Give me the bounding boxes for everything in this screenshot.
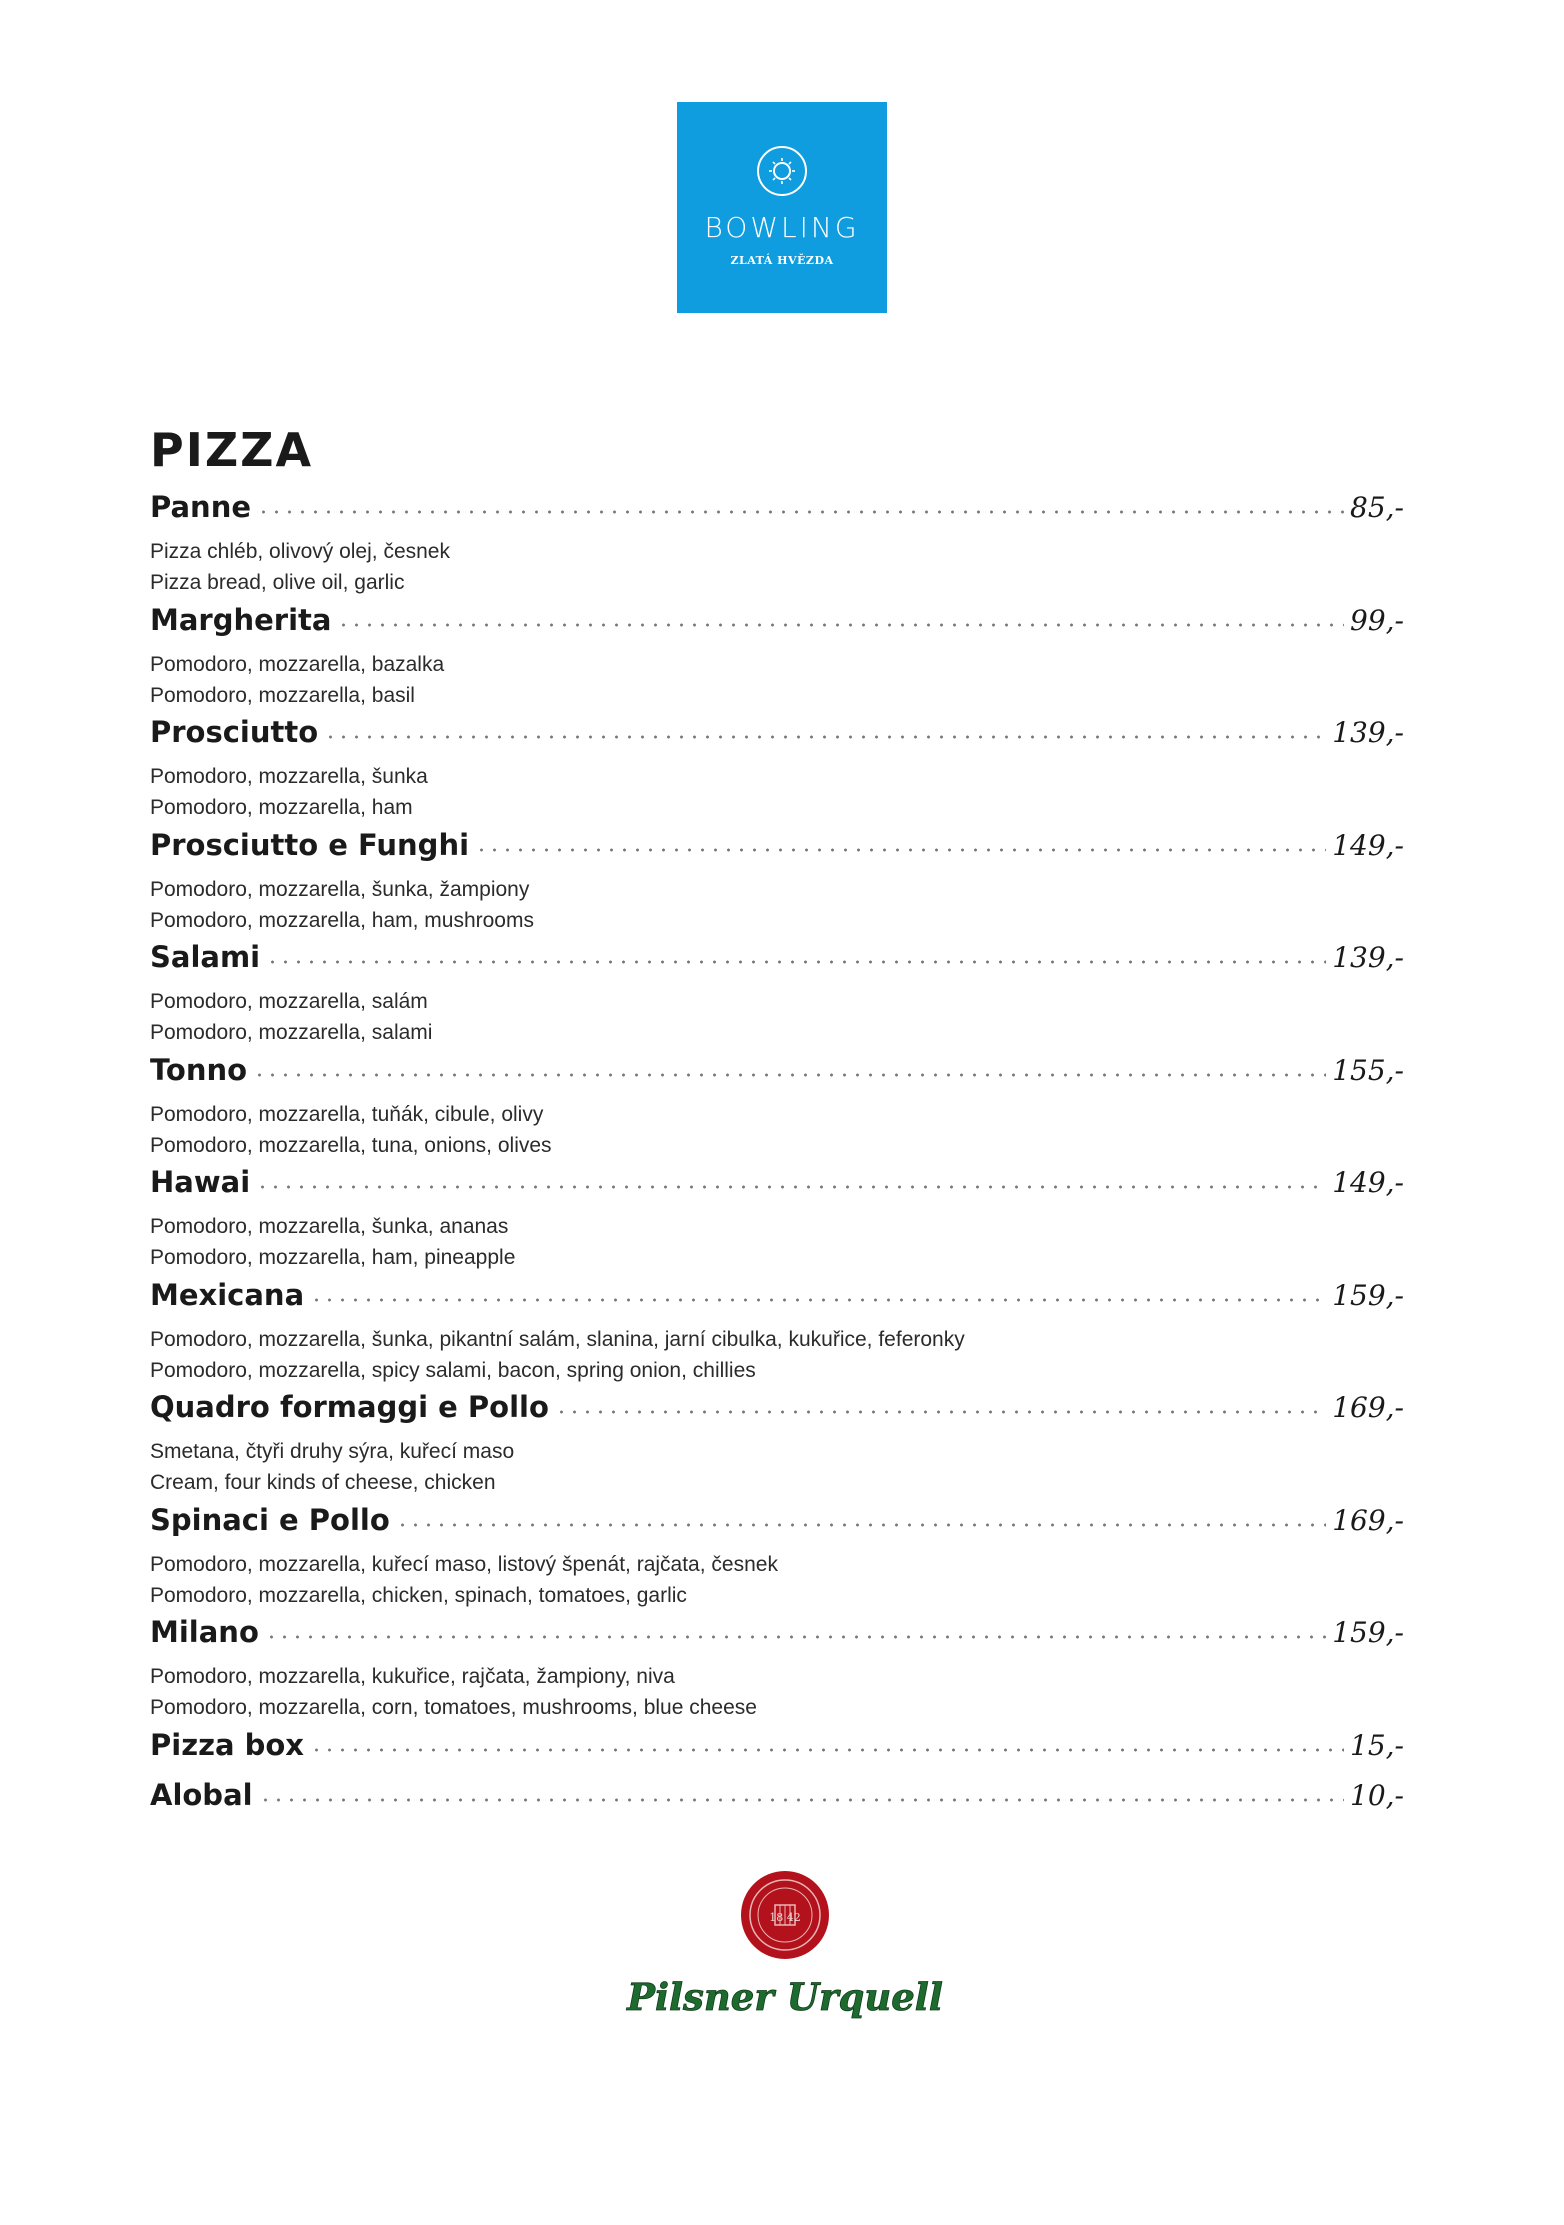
menu-item-alobal [150, 1778, 1404, 1828]
pilsner-urquell-logo [627, 1868, 943, 2033]
item-name: Quadro formaggi e Pollo [150, 1390, 549, 1424]
item-price: 10,- [1350, 1778, 1404, 1812]
item-name: Salami [150, 940, 261, 974]
logo-name: BOWLING [704, 211, 860, 244]
leader-dots [475, 848, 1326, 852]
item-price: 169,- [1332, 1503, 1404, 1537]
menu-item-tonno [150, 1053, 1404, 1166]
item-desc-en: Pomodoro, mozzarella, corn, tomatoes, mushrooms, blue cheese [150, 1696, 757, 1719]
brand-name: Pilsner Urquell [627, 1975, 943, 2019]
item-price: 149,- [1332, 1166, 1404, 1199]
menu-item-salami [150, 940, 1404, 1053]
item-name: Prosciutto [150, 715, 319, 749]
item-name: Mexicana [150, 1277, 305, 1312]
item-desc-cz: Pomodoro, mozzarella, šunka [150, 765, 428, 788]
leader-dots [256, 1185, 1326, 1189]
leader-dots [310, 1748, 1344, 1752]
leader-dots [259, 1798, 1344, 1802]
bowling-logo [677, 102, 887, 313]
leader-dots [257, 510, 1344, 514]
item-name: Spinaci e Pollo [150, 1502, 390, 1537]
item-desc-en: Pomodoro, mozzarella, basil [150, 683, 415, 707]
item-desc-en: Pomodoro, mozzarella, ham, pineapple [150, 1246, 516, 1269]
item-price: 139,- [1332, 716, 1404, 749]
item-desc-en: Pomodoro, mozzarella, spicy salami, bacon, spring onion, chillies [150, 1358, 756, 1382]
item-name: Hawai [150, 1165, 251, 1199]
menu-item-margherita [150, 603, 1404, 716]
item-price: 149,- [1332, 828, 1404, 862]
leader-dots [310, 1298, 1326, 1302]
section-title: PIZZA [150, 423, 314, 477]
item-desc-en: Pomodoro, mozzarella, ham, mushrooms [150, 908, 534, 932]
item-price: 85,- [1350, 491, 1404, 524]
leader-dots [265, 1635, 1326, 1639]
item-price: 155,- [1332, 1053, 1404, 1087]
item-desc-cz: Pizza chléb, olivový olej, česnek [150, 540, 450, 563]
item-price: 159,- [1332, 1616, 1404, 1649]
logo-subtitle: ZLATÁ HVĚZDA [730, 254, 834, 267]
item-desc-en: Pizza bread, olive oil, garlic [150, 571, 405, 594]
leader-dots [324, 735, 1326, 739]
item-desc-cz: Pomodoro, mozzarella, šunka, ananas [150, 1215, 509, 1238]
item-name: Margherita [150, 602, 332, 637]
leader-dots [253, 1073, 1326, 1077]
item-desc-cz: Pomodoro, mozzarella, tuňák, cibule, olivy [150, 1102, 544, 1126]
leader-dots [396, 1523, 1326, 1527]
item-desc-en: Pomodoro, mozzarella, ham [150, 796, 413, 819]
menu-item-mexicana [150, 1278, 1404, 1391]
item-name: Prosciutto e Funghi [150, 827, 470, 862]
menu-item-panne [150, 490, 1404, 603]
item-name: Panne [150, 490, 252, 524]
menu-item-milano [150, 1615, 1404, 1728]
item-desc-cz: Pomodoro, mozzarella, bazalka [150, 652, 445, 676]
item-price: 159,- [1332, 1278, 1404, 1312]
item-price: 169,- [1332, 1391, 1404, 1424]
item-desc-en: Pomodoro, mozzarella, chicken, spinach, tomatoes, garlic [150, 1583, 687, 1607]
seal-year: 18 42 [769, 1911, 801, 1924]
item-desc-en: Pomodoro, mozzarella, tuna, onions, olives [150, 1133, 552, 1157]
item-name: Pizza box [150, 1727, 305, 1762]
item-name: Milano [150, 1615, 259, 1649]
sun-emblem-icon [755, 144, 809, 198]
menu-item-prosciutto-e-funghi [150, 828, 1404, 941]
item-desc-cz: Pomodoro, mozzarella, kukuřice, rajčata, žampiony, niva [150, 1665, 675, 1688]
menu-list [150, 490, 1404, 1828]
leader-dots [337, 623, 1344, 627]
item-desc-cz: Smetana, čtyři druhy sýra, kuřecí maso [150, 1440, 515, 1463]
item-price: 139,- [1332, 941, 1404, 974]
menu-item-quadro-formaggi-e-pollo [150, 1390, 1404, 1503]
item-desc-cz: Pomodoro, mozzarella, šunka, žampiony [150, 877, 530, 901]
menu-item-pizza-box [150, 1728, 1404, 1778]
menu-item-hawai [150, 1165, 1404, 1278]
menu-item-spinaci-e-pollo [150, 1503, 1404, 1616]
item-price: 15,- [1350, 1728, 1404, 1762]
item-desc-cz: Pomodoro, mozzarella, šunka, pikantní salám, slanina, jarní cibulka, kukuřice, feferonky [150, 1327, 965, 1351]
item-desc-cz: Pomodoro, mozzarella, kuřecí maso, listový špenát, rajčata, česnek [150, 1552, 778, 1576]
item-desc-en: Pomodoro, mozzarella, salami [150, 1021, 433, 1044]
item-desc-cz: Pomodoro, mozzarella, salám [150, 990, 428, 1013]
item-price: 99,- [1350, 603, 1404, 637]
item-name: Alobal [150, 1777, 253, 1812]
leader-dots [555, 1410, 1326, 1414]
menu-item-prosciutto [150, 715, 1404, 828]
item-name: Tonno [150, 1052, 248, 1087]
leader-dots [266, 960, 1326, 964]
item-desc-en: Cream, four kinds of cheese, chicken [150, 1471, 496, 1494]
